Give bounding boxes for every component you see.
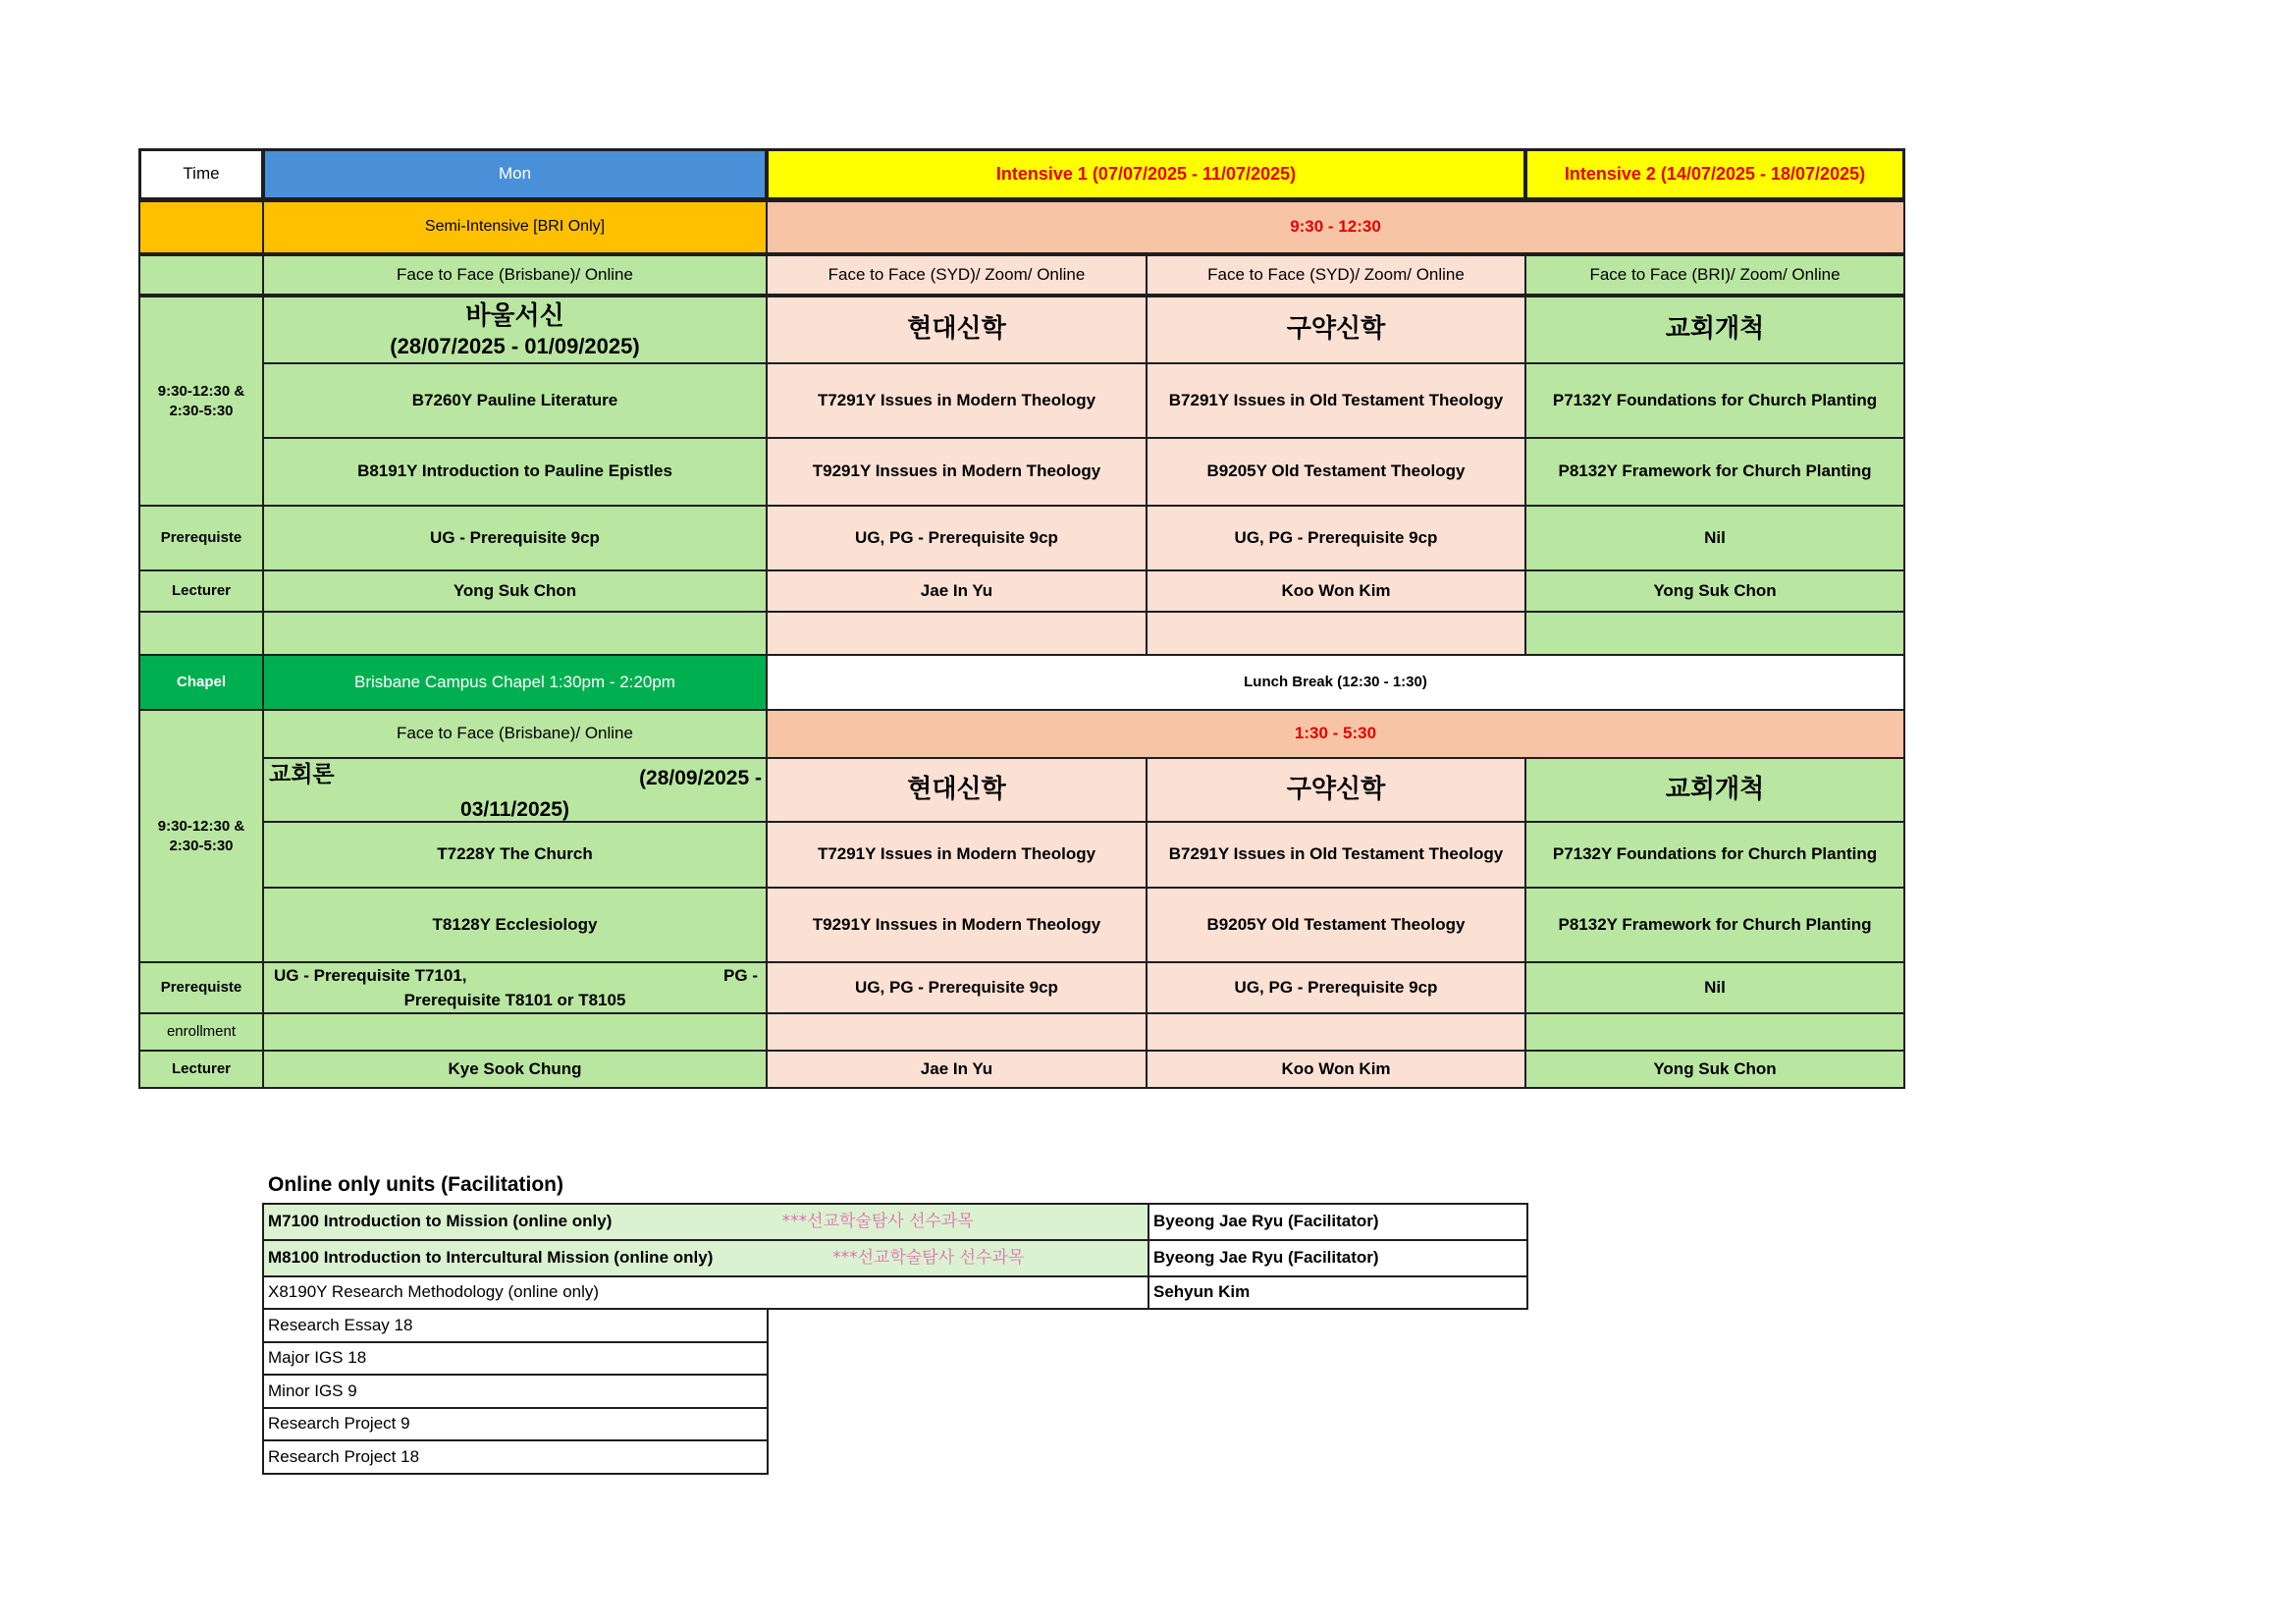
online-unit-note: ***선교학술탐사 선수과목 [832,1248,1025,1269]
time-block-label: 9:30-12:30 & 2:30-5:30 [138,709,264,963]
online-unit-name: M8100 Introduction to Intercultural Mission (online only) [268,1248,714,1268]
unit-cell: T8128Y Ecclesiology [262,887,768,963]
delivery-syd: Face to Face (SYD)/ Zoom/ Online [766,254,1148,296]
course-title-church-planting: 교회개척 [1524,296,1905,364]
lecturer-cell: Yong Suk Chon [262,569,768,613]
prerequisite-cell: Nil [1524,961,1905,1014]
prerequisite-cell: UG, PG - Prerequisite 9cp [766,961,1148,1014]
blank-cell [138,611,264,656]
delivery-bri: Face to Face (BRI)/ Zoom/ Online [1524,254,1905,296]
blank-cell [138,200,264,254]
unit-cell: T9291Y Inssues in Modern Theology [766,887,1148,963]
unit-cell: B9205Y Old Testament Theology [1146,437,1526,507]
blank-cell [262,611,768,656]
course-title-modern-theology: 현대신학 [766,757,1148,823]
unit-cell: P8132Y Framework for Church Planting [1524,437,1905,507]
research-unit-row: Major IGS 18 [262,1341,769,1376]
research-unit-row: Research Essay 18 [262,1308,769,1343]
delivery-syd: Face to Face (SYD)/ Zoom/ Online [1146,254,1526,296]
online-units-title: Online only units (Facilitation) [268,1173,564,1196]
prerequisite-cell: UG, PG - Prerequisite 9cp [1146,961,1526,1014]
afternoon-time: 1:30 - 5:30 [766,709,1905,759]
lecturer-cell: Koo Won Kim [1146,1050,1526,1089]
prerequisite-pg-detail: Prerequisite T8101 or T8105 [403,991,626,1009]
course-title-church-planting: 교회개척 [1524,757,1905,823]
research-unit-row: Research Project 18 [262,1439,769,1475]
facilitator-cell: Byeong Jae Ryu (Facilitator) [1148,1203,1528,1241]
online-unit-name: X8190Y Research Methodology (online only) [268,1282,600,1302]
course-title-ot-theology: 구약신학 [1146,296,1526,364]
facilitator-cell: Byeong Jae Ryu (Facilitator) [1148,1239,1528,1277]
enrollment-label: enrollment [138,1012,264,1052]
unit-cell: T9291Y Inssues in Modern Theology [766,437,1148,507]
unit-cell: T7291Y Issues in Modern Theology [766,821,1148,889]
blank-cell [766,611,1148,656]
prerequisite-cell: UG - Prerequisite 9cp [262,505,768,571]
course-dates: 03/11/2025) [460,798,569,821]
research-unit-row: Research Project 9 [262,1407,769,1441]
delivery-brisbane: Face to Face (Brisbane)/ Online [262,254,768,296]
blank-cell [138,254,264,296]
lecturer-cell: Yong Suk Chon [1524,569,1905,613]
unit-cell: B7291Y Issues in Old Testament Theology [1146,362,1526,439]
chapel-time: Brisbane Campus Chapel 1:30pm - 2:20pm [262,654,768,711]
prerequisite-ug: UG - Prerequisite T7101, [274,966,467,985]
course-title-ot-theology: 구약신학 [1146,757,1526,823]
unit-cell: B7260Y Pauline Literature [262,362,768,439]
blank-cell [262,1012,768,1052]
blank-cell [1146,611,1526,656]
prerequisite-cell: UG, PG - Prerequisite 9cp [1146,505,1526,571]
prerequisite-pg: PG - [723,966,758,985]
course-korean-title: 교회론 [269,762,335,787]
chapel-label: Chapel [138,654,264,711]
course-dates: (28/09/2025 - [639,767,762,789]
prerequisite-label: Prerequiste [138,961,264,1014]
unit-cell: B9205Y Old Testament Theology [1146,887,1526,963]
lecturer-cell: Kye Sook Chung [262,1050,768,1089]
online-unit-row [262,1239,1149,1277]
blank-cell [1524,1012,1905,1052]
timetable [138,148,1905,1089]
prerequisite-cell: UG, PG - Prerequisite 9cp [766,505,1148,571]
course-dates: (28/07/2025 - 01/09/2025) [390,333,640,358]
online-unit-note: ***선교학술탐사 선수과목 [781,1212,974,1232]
unit-cell: B8191Y Introduction to Pauline Epistles [262,437,768,507]
online-unit-row [262,1203,1149,1241]
blank-cell [1524,611,1905,656]
blank-cell [1146,1012,1526,1052]
time-block-label: 9:30-12:30 & 2:30-5:30 [138,296,264,507]
lecturer-cell: Koo Won Kim [1146,569,1526,613]
course-title-modern-theology: 현대신학 [766,296,1148,364]
facilitator-cell: Sehyun Kim [1148,1275,1528,1310]
delivery-brisbane: Face to Face (Brisbane)/ Online [262,709,768,759]
research-unit-row: Minor IGS 9 [262,1374,769,1409]
course-title-pauline [262,296,768,364]
intensive2-header: Intensive 2 (14/07/2025 - 18/07/2025) [1524,148,1905,200]
lecturer-label: Lecturer [138,569,264,613]
unit-cell: P7132Y Foundations for Church Planting [1524,362,1905,439]
time-header: Time [138,148,264,200]
blank-cell [766,1012,1148,1052]
lecturer-label: Lecturer [138,1050,264,1089]
lecturer-cell: Yong Suk Chon [1524,1050,1905,1089]
unit-cell: B7291Y Issues in Old Testament Theology [1146,821,1526,889]
unit-cell: T7291Y Issues in Modern Theology [766,362,1148,439]
morning-time: 9:30 - 12:30 [766,200,1905,254]
prerequisite-label: Prerequiste [138,505,264,571]
course-title-ecclesiology [262,757,768,823]
unit-cell: P7132Y Foundations for Church Planting [1524,821,1905,889]
online-unit-name: M7100 Introduction to Mission (online only) [268,1212,613,1231]
intensive1-header: Intensive 1 (07/07/2025 - 11/07/2025) [766,148,1526,200]
unit-cell: P8132Y Framework for Church Planting [1524,887,1905,963]
prerequisite-cell [262,961,768,1014]
online-unit-row [262,1275,1149,1310]
course-korean-title: 바울서신 [465,301,564,331]
mon-header: Mon [262,148,768,200]
lecturer-cell: Jae In Yu [766,1050,1148,1089]
prerequisite-cell: Nil [1524,505,1905,571]
lecturer-cell: Jae In Yu [766,569,1148,613]
semi-intensive-label: Semi-Intensive [BRI Only] [262,200,768,254]
lunch-break: Lunch Break (12:30 - 1:30) [766,654,1905,711]
unit-cell: T7228Y The Church [262,821,768,889]
